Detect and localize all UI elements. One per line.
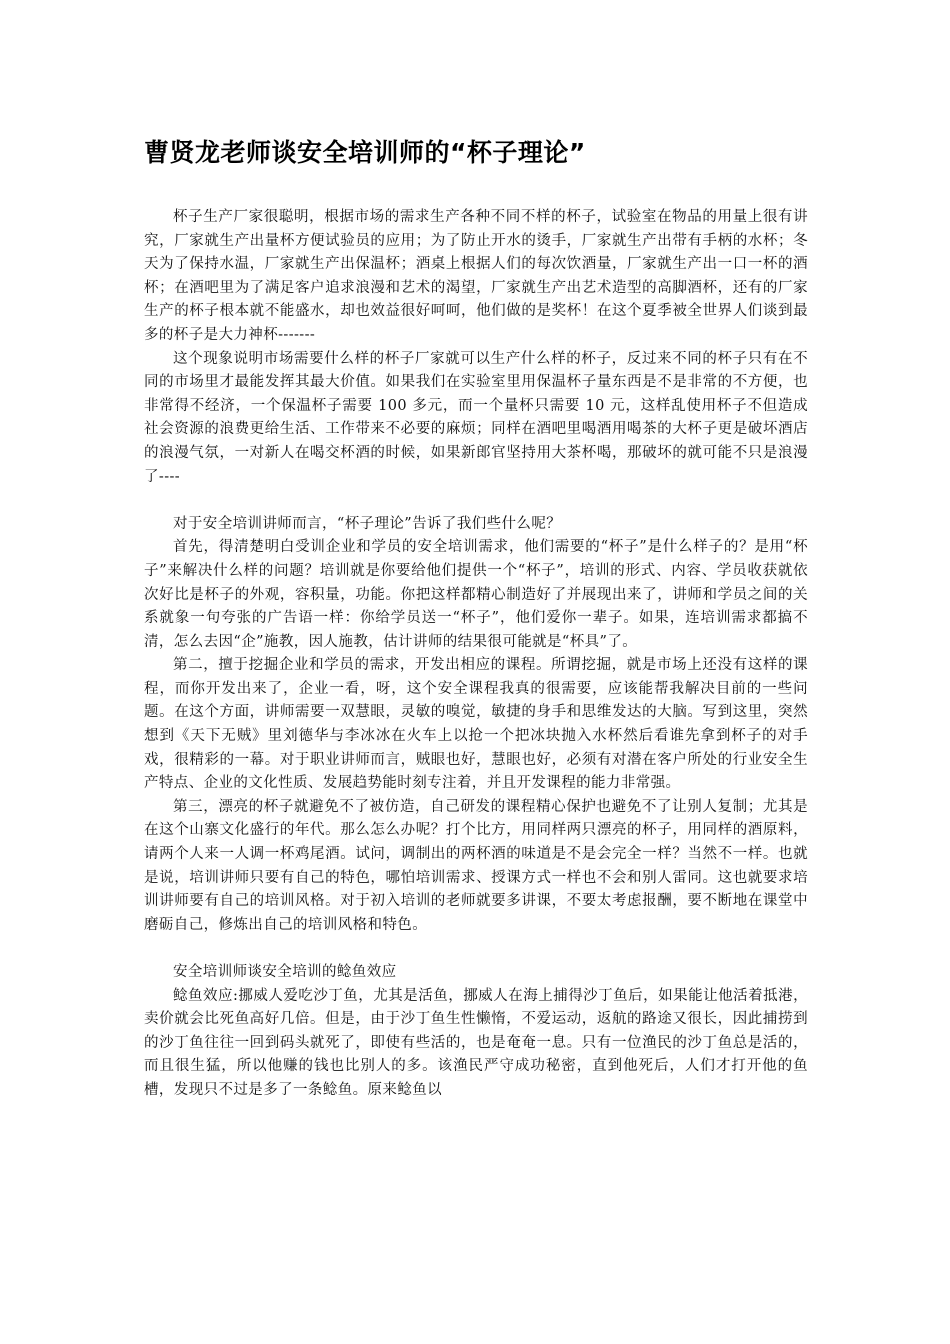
paragraph-spacer [144,937,808,961]
paragraph-second-point: 第二，擅于挖掘企业和学员的需求，开发出相应的课程。所谓挖掘，就是市场上还没有这样的课程，而你开发出来了，企业一看，呀，这个安全课程我真的很需要，应该能帮我解决目前的一些问题。在这个方面，讲师需要一双慧眼，灵敏的嗅觉，敏捷的身手和思维发达的大脑。写到这里，突然想到《天下无贼》里刘德华与李冰冰在火车上以抢一个把冰块抛入水杯然后看谁先拿到杯子的对手戏，很精彩的一幕。对于职业讲师而言，贼眼也好，慧眼也好，必须有对潜在客户所处的行业安全生产特点、企业的文化性质、发展趋势能时刻专注着，并且开发课程的能力非常强。 [144,657,808,792]
document-title: 曹贤龙老师谈安全培训师的“杯子理论” [144,138,586,167]
document-page [144,128,808,1103]
paragraph-spacer [144,489,808,513]
paragraph-question: 对于安全培训讲师而言，“杯子理论”告诉了我们些什么呢？ [173,515,562,532]
section-subtitle-catfish: 安全培训师谈安全培训的鲶鱼效应 [173,964,397,980]
paragraph-first-point: 首先，得清楚明白受训企业和学员的安全培训需求，他们需要的“杯子”是什么样子的？是用“杯子”来解决什么样的问题？培训就是你要给他们提供一个“杯子”，培训的形式、内容、学员收获就依次好比是杯子的外观，容积量，功能。你把这样都精心制造好了并展现出来了，讲师和学员之间的关系就象一句夸张的广告语一样：你给学员送一“杯子”，他们爱你一辈子。如果，连培训需求都搞不清，怎么去因“企”施教，因人施教，估计讲师的结果很可能就是“杯具”了。 [144,539,808,650]
paragraph-cup-makers: 杯子生产厂家很聪明，根据市场的需求生产各种不同不样的杯子，试验室在物品的用量上很有讲究，厂家就生产出量杯方便试验员的应用；为了防止开水的烫手，厂家就生产出带有手柄的水杯；冬天为了保持水温，厂家就生产出保温杯；酒桌上根据人们的每次饮酒量，厂家就生产出一口一杯的酒杯；在酒吧里为了满足客户追求浪漫和艺术的渴望，厂家就生产出艺术造型的高脚酒杯，还有的厂家生产的杯子根本就不能盛水，却也效益很好呵呵，他们做的是奖杯！在这个夏季被全世界人们谈到最多的杯子是大力神杯------- [144,209,808,343]
paragraph-catfish-effect: 鲶鱼效应:挪威人爱吃沙丁鱼，尤其是活鱼，挪威人在海上捕得沙丁鱼后，如果能让他活着抵港，卖价就会比死鱼高好几倍。但是，由于沙丁鱼生性懒惰，不爱运动，返航的路途又很长，因此捕捞到的沙丁鱼往往一回到码头就死了，即使有些活的，也是奄奄一息。只有一位渔民的沙丁鱼总是活的，而且很生猛，所以他赚的钱也比别人的多。该渔民严守成功秘密，直到他死后，人们才打开他的鱼槽，发现只不过是多了一条鲶鱼。原来鲶鱼以 [144,987,808,1098]
paragraph-third-point: 第三，漂亮的杯子就避免不了被仿造，自己研发的课程精心保护也避免不了让别人复制；尤其是在这个山寨文化盛行的年代。那么怎么办呢？打个比方，用同样两只漂亮的杯子，用同样的酒原料，请两个人来一人调一杯鸡尾酒。试问，调制出的两杯酒的味道是不是会完全一样？当然不一样。也就是说，培训讲师只要有自己的特色，哪怕培训需求、授课方式一样也不会和别人雷同。这也就要求培训讲师要有自己的培训风格。对于初入培训的老师就要多讲课，不要太考虑报酬，要不断地在课堂中磨砺自己，修炼出自己的培训风格和特色。 [144,798,808,933]
paragraph-market-phenomenon: 这个现象说明市场需要什么样的杯子厂家就可以生产什么样的杯子，反过来不同的杯子只有在不同的市场里才最能发挥其最大价值。如果我们在实验室里用保温杯子量东西是不是非常的不方便，也非常得不经济，一个保温杯子需要 100 多元，而一个量杯只需要 10 元，这样乱使用杯子不但造成社会资源的浪费更给生活、工作带来不必要的麻烦；同样在酒吧里喝酒用喝茶的大杯子更是破坏酒店的浪漫气氛，一对新人在喝交杯酒的时候，如果新郎官坚持用大茶杯喝，那破坏的就可能不只是浪漫了---- [144,350,808,485]
